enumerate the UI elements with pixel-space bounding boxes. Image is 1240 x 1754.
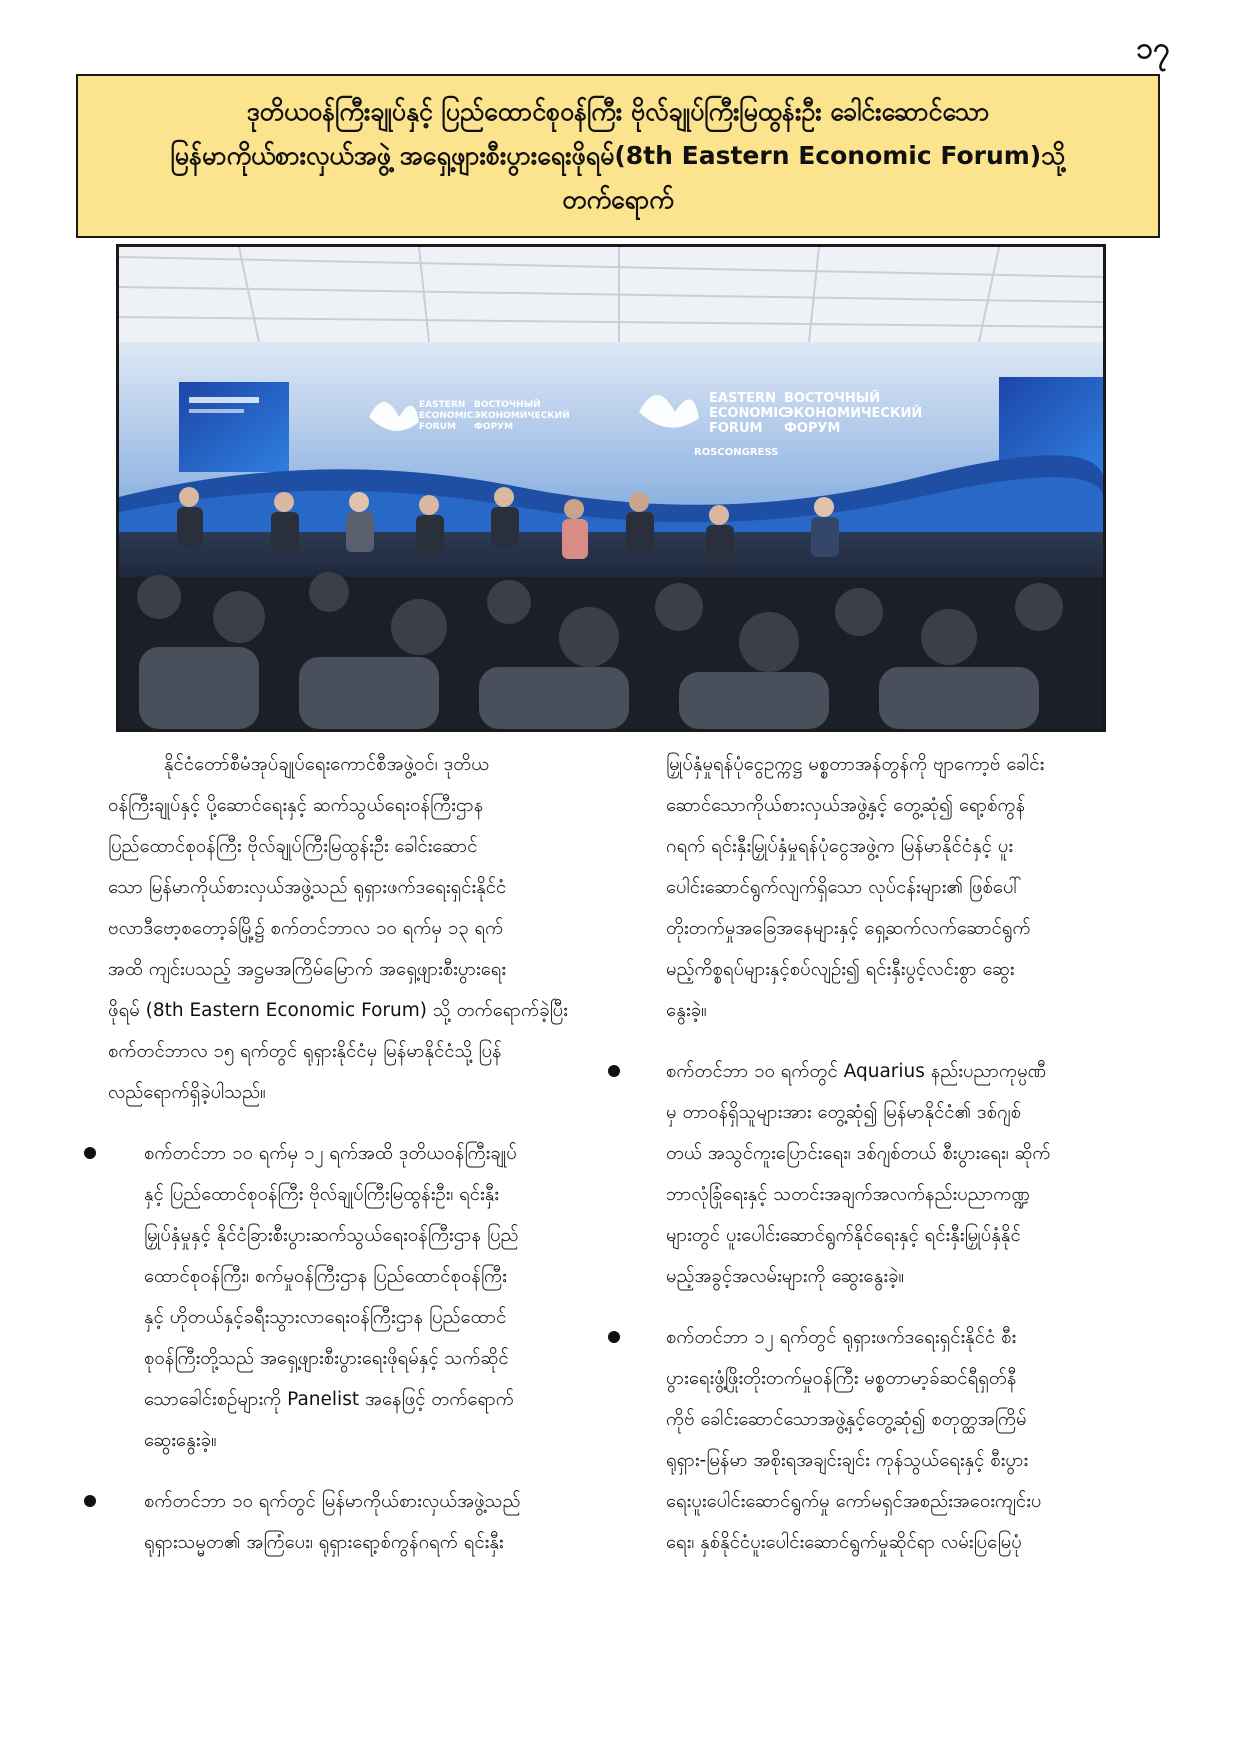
bullet-icon	[84, 1495, 96, 1507]
left-column	[108, 744, 596, 1563]
article-title-line: မြန်မာကိုယ်စားလှယ်အဖွဲ့ အရှေ့ဖျားစီးပွားရေးဖိုရမ်(8th Eastern Economic Forum)သို့	[170, 141, 1066, 170]
text-line: ဆွေးနွေးခဲ့။	[144, 1430, 217, 1451]
banner-ru-text-3: ФОРУМ	[474, 422, 514, 432]
text-line: များတွင် ပူးပေါင်းဆောင်ရွက်နိုင်ရေးနှင့် ရင်းနှီးမြှုပ်နှံနိုင်	[666, 1225, 1021, 1246]
banner-left-text-1: EASTERN	[419, 400, 466, 410]
right-column	[632, 744, 1120, 1563]
text-line: တယ် အသွင်ကူးပြောင်းရေး၊ ဒစ်ဂျစ်တယ် စီးပွားရေး၊ ဆိုက်	[666, 1143, 1051, 1164]
bullet-item	[632, 1051, 1120, 1297]
banner-left-text-2: ECONOMIC	[419, 411, 474, 421]
text-line: တိုးတက်မှုအခြေအနေများနှင့် ရှေ့ဆက်လက်ဆောင်ရွက်	[666, 918, 1031, 939]
bullet-text	[666, 1317, 1120, 1563]
banner-center-ru-3: ФОРУМ	[784, 421, 841, 436]
bullet-icon	[608, 1065, 620, 1077]
bullet-text	[144, 1133, 596, 1461]
text-line: စက်တင်ဘာ ၁၂ ရက်တွင် ရုရှားဖက်ဒရေးရှင်းနိုင်ငံ စီး	[666, 1327, 1017, 1348]
text-line: ဆောင်သောကိုယ်စားလှယ်အဖွဲ့နှင့် တွေ့ဆုံ၍ ရော့စ်ကွန်	[666, 795, 1026, 816]
page-number: ၁၇	[1136, 31, 1170, 66]
article-title-line: တက်ရောက်	[562, 185, 674, 214]
banner-ru-text-2: ЭКОНОМИЧЕСКИЙ	[474, 411, 570, 421]
text-line: နိုင်ငံတော်စီမံအုပ်ချုပ်ရေးကောင်စီအဖွဲ့ဝင်၊ ဒုတိယ	[164, 754, 490, 775]
text-line: အထိ ကျင်းပသည့် အဋ္ဌမအကြိမ်မြောက် အရှေ့ဖျားစီးပွားရေး	[108, 959, 507, 980]
text-line: ရုရှားသမ္မတ၏ အကြံပေး၊ ရုရှားရော့စ်ကွန်ဂရက် ရင်းနှီး	[144, 1532, 504, 1553]
article-title-line: ဒုတိယဝန်ကြီးချုပ်နှင့် ပြည်ထောင်စုဝန်ကြီး ဗိုလ်ချုပ်ကြီးမြထွန်းဦး ခေါင်းဆောင်သော	[246, 97, 990, 126]
text-line: ပွားရေးဖွံ့ဖြိုးတိုးတက်မှုဝန်ကြီး မစ္စတာမာ့ခ်ဆင်ရီရှတ်နီ	[666, 1368, 1017, 1389]
banner-ru-text-1: ВОСТОЧНЫЙ	[474, 400, 541, 410]
bullet-text	[144, 1481, 596, 1563]
text-line: မြှုပ်နှံမှုရန်ပုံငွေဥက္ကဋ္ဌ မစ္စတာအန်တွန်ကို ဗျာကော့ဗ် ခေါင်း	[666, 754, 1045, 775]
text-line: စက်တင်ဘာလ ၁၅ ရက်တွင် ရုရှားနိုင်ငံမှ မြန်မာနိုင်ငံသို့ ပြန်	[108, 1041, 502, 1062]
text-line: ပြည်ထောင်စုဝန်ကြီး ဗိုလ်ချုပ်ကြီးမြထွန်းဦး ခေါင်းဆောင်	[108, 836, 478, 857]
text-line: စုဝန်ကြီးတို့သည် အရှေ့ဖျားစီးပွားရေးဖိုရမ်နှင့် သက်ဆိုင်	[144, 1348, 509, 1369]
banner-center-ru-1: ВОСТОЧНЫЙ	[784, 391, 881, 406]
text-line: မည့်ကိစ္စရပ်များနှင့်စပ်လျဉ်း၍ ရင်းနှီးပွင့်လင်းစွာ ဆွေး	[666, 959, 1015, 980]
banner-center-text-3: FORUM	[709, 421, 763, 436]
text-line: ဖိုရမ် (8th Eastern Economic Forum) သို့ တက်ရောက်ခဲ့ပြီး	[108, 1000, 568, 1021]
text-line: နှင့် ဟိုတယ်နှင့်ခရီးသွားလာရေးဝန်ကြီးဌာန ပြည်ထောင်	[144, 1307, 507, 1328]
bullet-text	[666, 1051, 1120, 1297]
banner-center-text-1: EASTERN	[709, 391, 776, 406]
text-line: သောခေါင်းစဉ်များကို Panelist အနေဖြင့် တက်ရောက်	[144, 1389, 514, 1410]
bullet-item	[108, 1481, 596, 1563]
text-line: ဝန်ကြီးချုပ်နှင့် ပို့ဆောင်ရေးနှင့် ဆက်သွယ်ရေးဝန်ကြီးဌာန	[108, 795, 484, 816]
text-line: ရုရှား-မြန်မာ အစိုးရအချင်းချင်း ကုန်သွယ်ရေးနှင့် စီးပွား	[666, 1450, 1029, 1471]
text-line: စက်တင်ဘာ ၁၀ ရက်တွင် Aquarius နည်းပညာကုမ္ပဏီ	[666, 1061, 1047, 1082]
text-line: ဘာလုံခြုံရေးနှင့် သတင်းအချက်အလက်နည်းပညာကဏ္ဍ	[666, 1184, 1030, 1205]
text-line: ရေး၊ နှစ်နိုင်ငံပူးပေါင်းဆောင်ရွက်မှုဆိုင်ရာ လမ်းပြမြေပုံ	[666, 1532, 1022, 1553]
continued-paragraph	[632, 744, 1120, 1031]
bullet-item	[108, 1133, 596, 1461]
banner-center-ru-2: ЭКОНОМИЧЕСКИЙ	[784, 406, 923, 421]
forum-panel-photo	[116, 244, 1106, 732]
text-line: ပေါင်းဆောင်ရွက်လျက်ရှိသော လုပ်ငန်းများ၏ ဖြစ်ပေါ်	[666, 877, 1022, 898]
text-line: ဂရက် ရင်းနှီးမြှုပ်နှံမှုရန်ပုံငွေအဖွဲ့က မြန်မာနိုင်ငံနှင့် ပူး	[666, 836, 1014, 857]
bullet-icon	[608, 1331, 620, 1343]
text-line: ကိုဗ် ခေါင်းဆောင်သောအဖွဲ့နှင့်တွေ့ဆုံ၍ စတုတ္ထအကြိမ်	[666, 1409, 1027, 1430]
banner-center-text-2: ECONOMIC	[709, 406, 788, 421]
article-title-box	[76, 74, 1160, 238]
intro-paragraph	[108, 744, 596, 1113]
text-line: ထောင်စုဝန်ကြီး၊ စက်မှုဝန်ကြီးဌာန ပြည်ထောင်စုဝန်ကြီး	[144, 1266, 507, 1287]
bullet-icon	[84, 1147, 96, 1159]
text-line: သော မြန်မာကိုယ်စားလှယ်အဖွဲ့သည် ရုရှားဖက်ဒရေးရှင်းနိုင်ငံ	[108, 877, 507, 898]
text-line: နွေးခဲ့။	[666, 1000, 707, 1021]
text-line: လည်ရောက်ရှိခဲ့ပါသည်။	[108, 1082, 266, 1103]
text-line: ဗလာဒီဗော့စတော့ခ်မြို့၌ စက်တင်ဘာလ ၁၀ ရက်မှ ၁၃ ရက်	[108, 918, 504, 939]
text-line: မှ တာဝန်ရှိသူများအား တွေ့ဆုံ၍ မြန်မာနိုင်ငံ၏ ဒစ်ဂျစ်	[666, 1102, 1021, 1123]
text-line: စက်တင်ဘာ ၁၀ ရက်တွင် မြန်မာကိုယ်စားလှယ်အဖွဲ့သည်	[144, 1491, 521, 1512]
banner-left-text-3: FORUM	[419, 422, 456, 432]
text-line: စက်တင်ဘာ ၁၀ ရက်မှ ၁၂ ရက်အထိ ဒုတိယဝန်ကြီးချုပ်	[144, 1143, 517, 1164]
text-line: နှင့် ပြည်ထောင်စုဝန်ကြီး ဗိုလ်ချုပ်ကြီးမြထွန်းဦး၊ ရင်းနှီး	[144, 1184, 499, 1205]
banner-org-text: ROSCONGRESS	[694, 447, 779, 458]
text-line: မည့်အခွင့်အလမ်းများကို ဆွေးနွေးခဲ့။	[666, 1266, 905, 1287]
text-line: ရေးပူးပေါင်းဆောင်ရွက်မှု ကော်မရှင်အစည်းအဝေးကျင်းပ	[666, 1491, 1042, 1512]
bullet-item	[632, 1317, 1120, 1563]
text-line: မြှုပ်နှံမှုနှင့် နိုင်ငံခြားစီးပွားဆက်သွယ်ရေးဝန်ကြီးဌာန ပြည်	[144, 1225, 519, 1246]
